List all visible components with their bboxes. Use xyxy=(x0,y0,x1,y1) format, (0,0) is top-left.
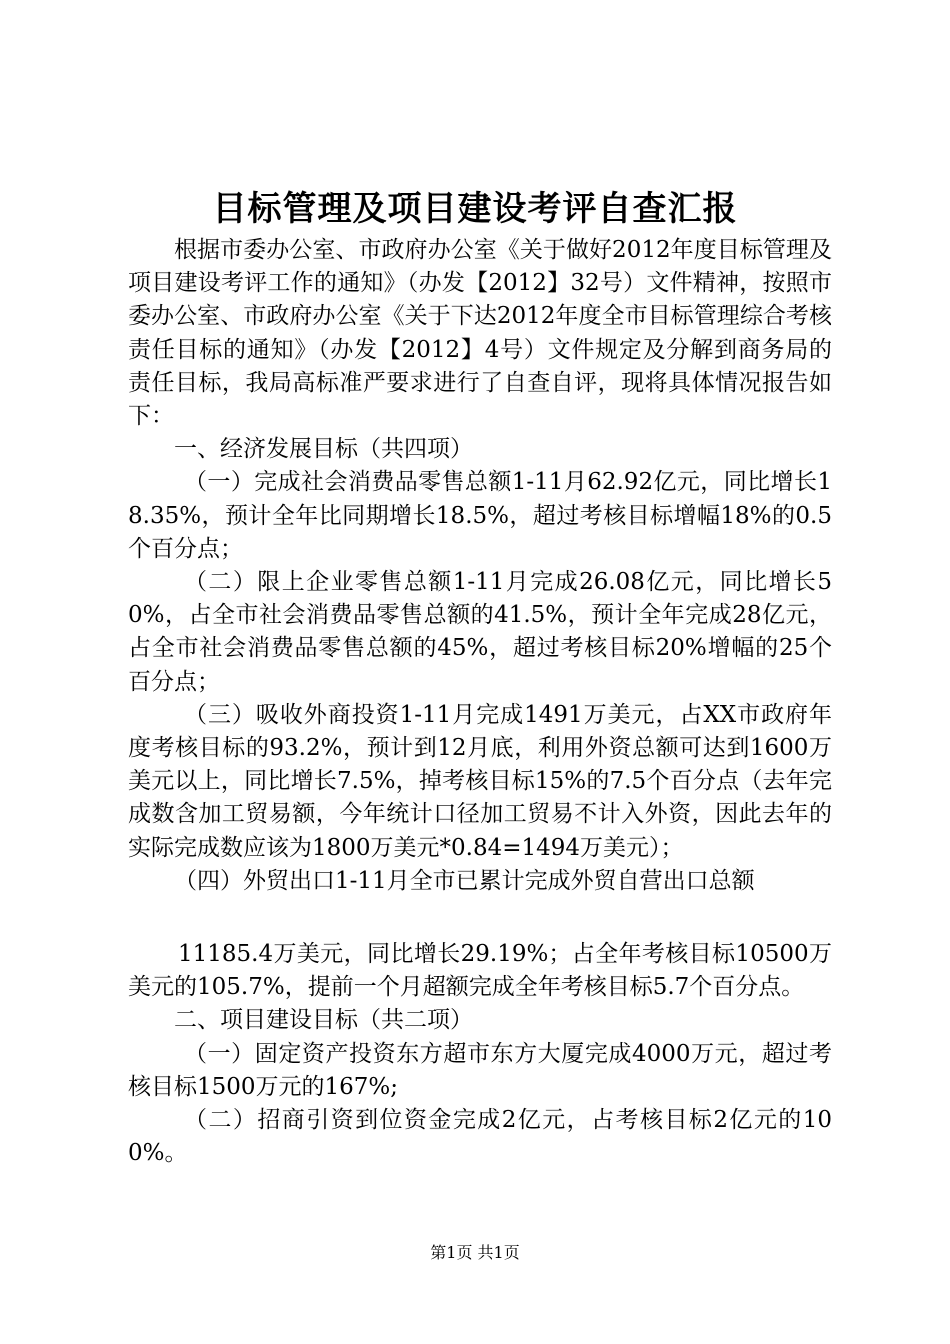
page-footer: 第1页 共1页 xyxy=(430,1243,520,1262)
paragraph-item-4-continued: 11185.4万美元，同比增长29.19%；占全年考核目标10500万美元的105.7%，提前一个月超额完成全年考核目标5.7个百分点。 xyxy=(128,941,832,1001)
paragraph-item-4: （四）外贸出口1-11月全市已累计完成外贸自营出口总额 xyxy=(174,867,755,894)
section-heading-projects: 二、项目建设目标（共二项） xyxy=(174,1007,473,1034)
paragraph-item-1: （一）完成社会消费品零售总额1-11月62.92亿元，同比增长18.35%，预计全年比同期增长18.5%，超过考核目标增幅18%的0.5个百分点； xyxy=(128,469,832,562)
paragraph-project-2: （二）招商引资到位资金完成2亿元，占考核目标2亿元的100%。 xyxy=(128,1107,832,1167)
intro-paragraph: 根据市委办公室、市政府办公室《关于做好2012年度目标管理及项目建设考评工作的通知》（办发【2012】32号）文件精神，按照市委办公室、市政府办公室《关于下达2012年度全市目标管理综合考核责任目标的通知》（办发【2012】4号）文件规定及分解到商务局的责任目标，我局高标准严要求进行了自查自评，现将具体情况报告如下： xyxy=(128,237,832,430)
section-heading-economic: 一、经济发展目标（共四项） xyxy=(174,436,473,463)
paragraph-gap xyxy=(128,898,832,938)
document-title: 目标管理及项目建设考评自查汇报 xyxy=(212,189,738,229)
paragraph-project-1: （一）固定资产投资东方超市东方大厦完成4000万元，超过考核目标1500万元的167%; xyxy=(128,1040,832,1100)
document-body xyxy=(128,234,832,1170)
paragraph-item-3: （三）吸收外商投资1-11月完成1491万美元，占XX市政府年度考核目标的93.2%，预计到12月底，利用外资总额可达到1600万美元以上，同比增长7.5%，掉考核目标15%的7.5个百分点（去年完成数含加工贸易额，今年统计口径加工贸易不计入外资，因此去年的实际完成数应该为1800万美元*0.84=1494万美元）； xyxy=(128,701,832,861)
paragraph-item-2: （二）限上企业零售总额1-11月完成26.08亿元，同比增长50%，占全市社会消费品零售总额的41.5%，预计全年完成28亿元，占全市社会消费品零售总额的45%，超过考核目标20%增幅的25个百分点； xyxy=(128,569,832,695)
